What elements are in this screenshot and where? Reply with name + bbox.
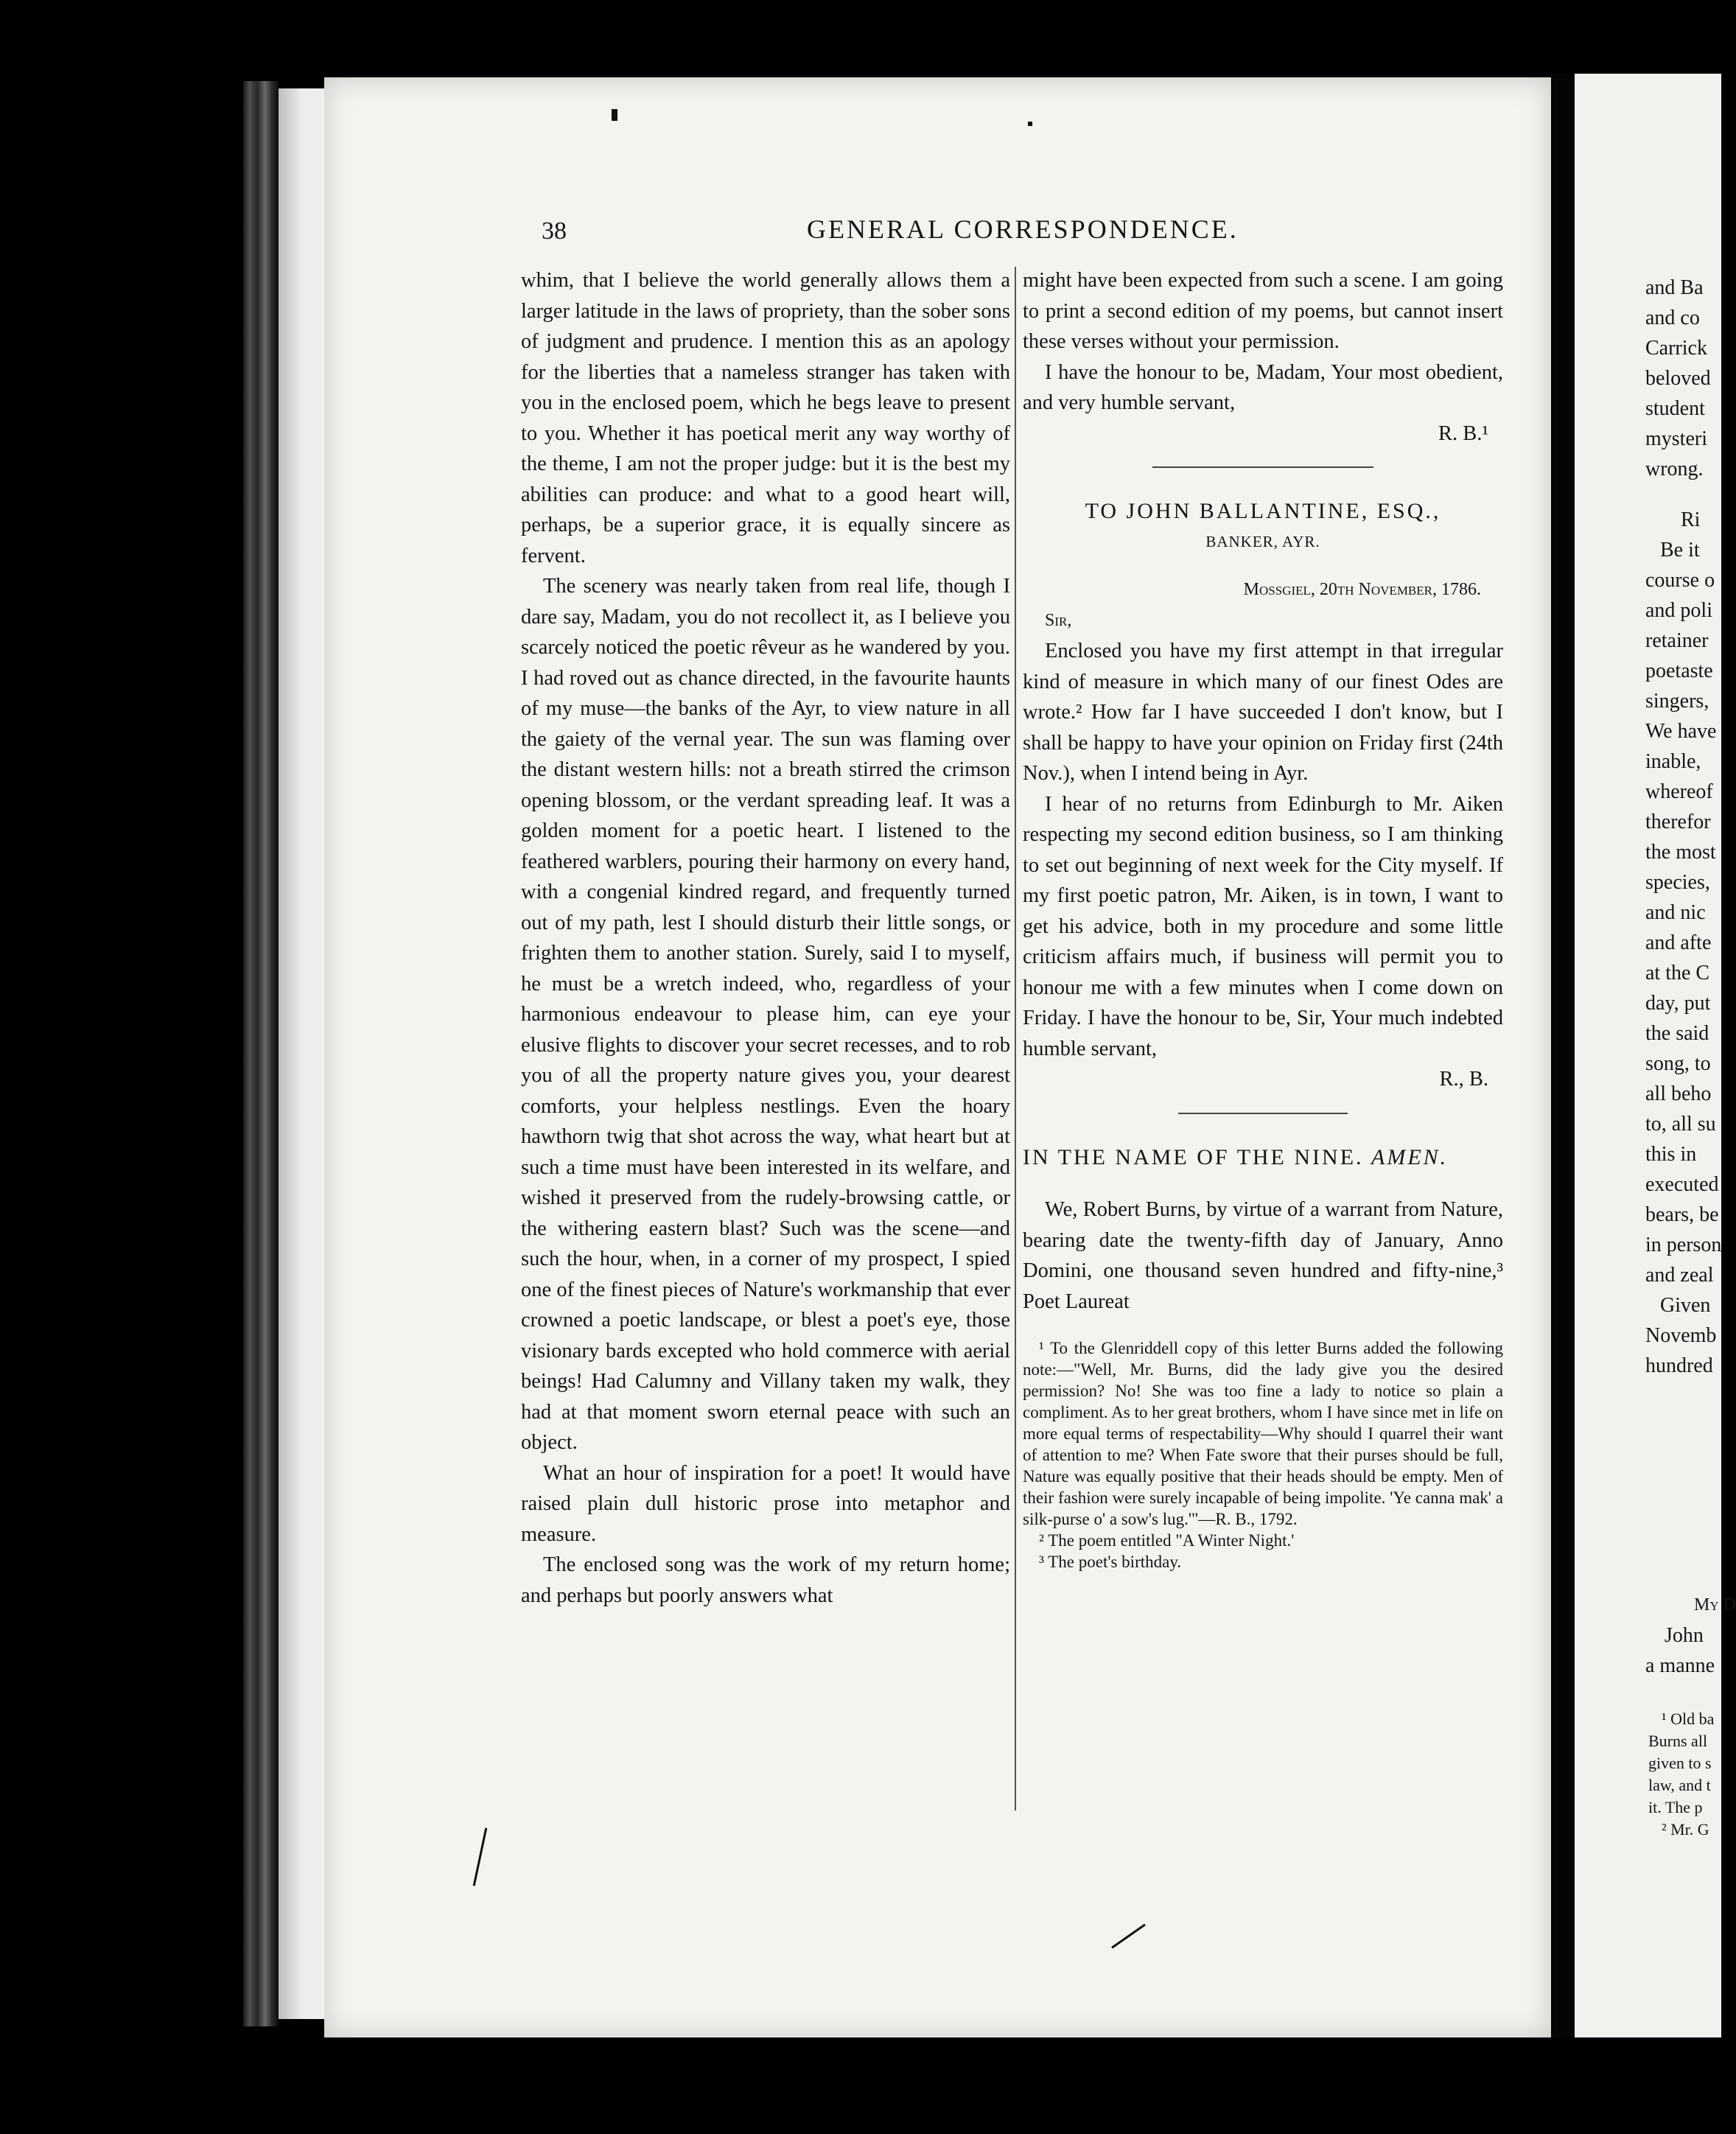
facing-page bbox=[1575, 74, 1736, 2037]
signature: R., B. bbox=[1439, 1068, 1488, 1091]
facing-text-middle bbox=[1645, 505, 1721, 1381]
section-rule bbox=[1178, 1113, 1348, 1114]
text-line: whereof bbox=[1645, 780, 1713, 803]
paragraph: whim, that I believe the world generally allows them a larger latitude in the laws of propriety, than the sober sons of judgment and prudence. I mention this as an apology for the liberties that a nameless stranger has taken with you in the enclosed poem, which he begs leave to present to you. Whether it has poetical merit any way worthy of the theme, I am not the proper judge: but it is the best my abilities can produce: and what to a good heart will, perhaps, be a superior grace, it is equally sincere as fervent. bbox=[521, 269, 1010, 567]
text-line: the said bbox=[1645, 1022, 1709, 1045]
text-line: Given bbox=[1660, 1294, 1711, 1317]
text-line: and afte bbox=[1645, 931, 1712, 954]
left-text-column bbox=[521, 265, 1010, 1611]
text-line: law, and t bbox=[1648, 1776, 1711, 1794]
text-line: in person bbox=[1645, 1234, 1722, 1256]
running-head: GENERAL CORRESPONDENCE. bbox=[807, 214, 1239, 244]
text-line: a manne bbox=[1645, 1654, 1715, 1677]
right-text-column bbox=[1023, 265, 1503, 1572]
closing-paragraph: I have the honour to be, Madam, Your most obedient, and very humble servant, bbox=[1023, 360, 1503, 414]
text-line: all beho bbox=[1645, 1082, 1712, 1105]
text-line: Carrick bbox=[1645, 337, 1707, 360]
facing-text-lower bbox=[1645, 1590, 1736, 1681]
text-line: John bbox=[1665, 1624, 1704, 1647]
paragraph: The enclosed song was the work of my return home; and perhaps but poorly answers what bbox=[521, 1553, 1010, 1607]
text-line: at the C bbox=[1645, 962, 1710, 984]
dateline: Mossgiel, 20th November, 1786. bbox=[1243, 580, 1481, 599]
page-number: 38 bbox=[542, 217, 567, 245]
text-line: ¹ Old ba bbox=[1662, 1710, 1715, 1728]
paragraph: Enclosed you have my first attempt in that irregular kind of measure in which many of our finest Odes are wrote.² How far I have succeeded I don't know, but I shall be happy to have your opinion on Friday first (24th Nov.), when I intend being in Ayr. bbox=[1023, 640, 1503, 785]
paragraph: We, Robert Burns, by virtue of a warrant from Nature, bearing date the twenty-fifth day of January, Anno Domini, one thousand seven hundred and fifty-nine,³ Poet Laureat bbox=[1023, 1198, 1503, 1313]
text-line: inable, bbox=[1645, 750, 1701, 773]
text-line: this in bbox=[1645, 1143, 1697, 1166]
text-line: My D bbox=[1694, 1595, 1736, 1615]
text-line: student bbox=[1645, 397, 1705, 420]
text-line: Be it bbox=[1660, 539, 1700, 562]
footnote: ¹ To the Glenriddell copy of this letter Burns added the following note:—"Well, Mr. Burns, did the lady give you the desired permission? No! She was too fine a lady to notice so plain a compliment. As to her great brothers, whom I have since met in life on more equal terms of respectability—Why should I quarrel their want of attention to me? When Fate swore that their purses should be full, Nature was equally positive that their heads should be empty. Men of their fashion were surely incapable of being impolite. 'Ye canna mak' a silk-purse o' a sow's lug.'"—R. B., 1792. bbox=[1023, 1339, 1503, 1528]
text-line: course o bbox=[1645, 569, 1715, 592]
paragraph: The scenery was nearly taken from real life, though I dare say, Madam, you do not recollect it, as I believe you scarcely noticed the poetic rêveur as he wandered by you. I had roved out as chance directed, in the favourite haunts of my muse—the banks of the Ayr, to view nature in all the gaiety of the vernal year. The sun was flaming over the distant western hills: not a breath stirred the crimson opening blossom, or the verdant spreading leaf. It was a golden moment for a poetic heart. I listened to the feathered warblers, pouring their harmony on every hand, with a congenial kindred regard, and frequently turned out of my path, lest I should disturb their little songs, or frighten them to another station. Surely, said I to myself, he must be a wretch indeed, who, regardless of your harmonious endeavour to please him, can eye your elusive flights to discover your secret recesses, and to rob you of all the property nature gives you, your dearest comforts, your helpless nestlings. Even the hoary hawthorn twig that shot across the way, what heart but at such a time must have been interested in its welfare, and wished it preserved from the rudely-browsing cattle, or the withering eastern blast? Such was the scene—and such the hour, when, in a corner of my prospect, I spied one of the finest pieces of Nature's workmanship that ever crowned a poetic landscape, or blest a poet's eye, those visionary bards excepted who hold commerce with aerial beings! Had Calumny and Villany taken my walk, they had at that moment sworn eternal peace with such an object. bbox=[521, 575, 1010, 1454]
text-line: bears, be bbox=[1645, 1203, 1719, 1226]
signature: R. B.¹ bbox=[1438, 421, 1488, 445]
footnote: ² The poem entitled "A Winter Night.' bbox=[1039, 1531, 1295, 1550]
text-line: retainer bbox=[1645, 629, 1709, 652]
text-line: day, put bbox=[1645, 992, 1711, 1015]
letter-subtitle: BANKER, AYR. bbox=[1205, 532, 1320, 550]
text-line: and zeal bbox=[1645, 1264, 1714, 1287]
column-divider bbox=[1015, 267, 1016, 1811]
paragraph: I hear of no returns from Edinburgh to Mr. Aiken respecting my second edition business, so I am thinking to set out beginning of next week for the City myself. If my first poetic patron, Mr. Aiken, is in town, I want to get his advice, both in my procedure and some little criticism affairs much, if business will permit you to honour me with a few minutes when I come down on Friday. I have the honour to be, Sir, Your much indebted humble servant, bbox=[1023, 792, 1503, 1060]
text-line: and Ba bbox=[1645, 276, 1704, 299]
text-line: Burns all bbox=[1648, 1732, 1708, 1750]
text-line: beloved bbox=[1645, 367, 1711, 390]
text-line: Ri bbox=[1681, 508, 1701, 531]
ink-speck bbox=[1028, 122, 1032, 126]
text-line: mysteri bbox=[1645, 427, 1707, 450]
text-line: Novemb bbox=[1645, 1324, 1717, 1347]
text-line: given to s bbox=[1648, 1754, 1712, 1772]
text-line: therefor bbox=[1645, 811, 1711, 833]
text-line: and nic bbox=[1645, 901, 1706, 924]
text-line: and poli bbox=[1645, 599, 1712, 622]
facing-footnotes bbox=[1648, 1708, 1714, 1841]
text-line: executed bbox=[1645, 1173, 1719, 1196]
text-line: it. The p bbox=[1648, 1798, 1703, 1816]
salutation: Sir, bbox=[1045, 610, 1072, 630]
text-line: wrong. bbox=[1645, 458, 1704, 480]
text-line: and co bbox=[1645, 307, 1700, 329]
page-gutter bbox=[1551, 74, 1575, 2037]
paragraph: What an hour of inspiration for a poet! It would have raised plain dull historic prose into metaphor and measure. bbox=[521, 1461, 1010, 1546]
text-line: poetaste bbox=[1645, 660, 1713, 682]
text-line: ² Mr. G bbox=[1662, 1820, 1709, 1839]
section-heading: IN THE NAME OF THE NINE. AMEN. bbox=[1023, 1144, 1449, 1169]
text-line: the most bbox=[1645, 841, 1716, 864]
text-line: to, all su bbox=[1645, 1113, 1716, 1136]
text-line: We have bbox=[1645, 720, 1717, 743]
section-rule bbox=[1152, 466, 1373, 468]
text-line: song, to bbox=[1645, 1052, 1711, 1075]
paragraph: might have been expected from such a scene. I am going to print a second edition of my poems, but cannot insert these verses without your permission. bbox=[1023, 269, 1503, 353]
footnote: ³ The poet's birthday. bbox=[1039, 1553, 1182, 1571]
text-line: singers, bbox=[1645, 690, 1709, 713]
letter-title: TO JOHN BALLANTINE, ESQ., bbox=[1085, 499, 1441, 523]
text-line: species, bbox=[1645, 871, 1710, 894]
book-spine bbox=[243, 81, 279, 2026]
footnotes bbox=[1023, 1337, 1503, 1572]
ink-speck bbox=[612, 109, 617, 121]
facing-text-top bbox=[1645, 273, 1711, 484]
text-line: hundred bbox=[1645, 1354, 1713, 1377]
